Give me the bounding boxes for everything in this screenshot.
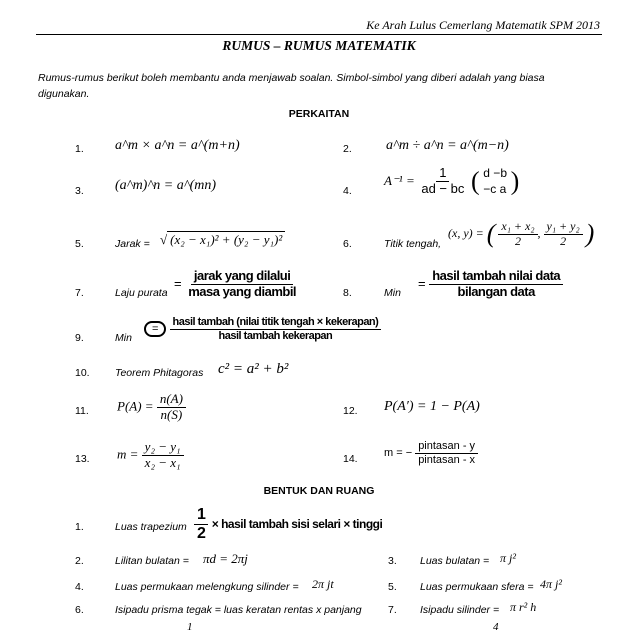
header-banner: Ke Arah Lulus Cemerlang Matematik SPM 2013	[366, 18, 600, 32]
formula-10: c² = a² + b²	[218, 361, 289, 377]
item-number: 14.	[343, 453, 358, 465]
item-number: 7.	[388, 604, 397, 616]
item-number: 5.	[75, 238, 84, 250]
paren-right: )	[510, 166, 520, 196]
trapezium-rest: × hasil tambah sisi selari × tinggi	[211, 517, 383, 532]
formula-3: (a^m)^n = a^(mn)	[115, 178, 217, 193]
item-number: 2.	[75, 555, 84, 567]
formula-6-lhs: (x, y) =	[448, 225, 484, 240]
formula-9	[144, 316, 381, 342]
section-perkaitan: PERKAITAN	[288, 108, 350, 120]
item-number: 9.	[75, 332, 84, 344]
formula-8: = $\frac{\text{hasil tambah nilai data}}{\text{bilangan data}}$	[418, 269, 563, 300]
formula-silinder-permukaan: 2π jt	[312, 577, 334, 591]
label-luas-bulatan: Luas bulatan =	[420, 555, 490, 567]
formula-isipadu-silinder: π r² h	[510, 600, 537, 614]
formula-6-x	[498, 220, 537, 249]
item-number: 11.	[75, 405, 89, 417]
formula-1: a^m × a^n = a^(m+n)	[115, 138, 240, 153]
label-lilitan: Lilitan bulatan =	[115, 555, 189, 567]
item-number: 2.	[343, 143, 352, 155]
formula-trapezium	[194, 506, 382, 544]
formula-4-top: 1	[436, 166, 449, 182]
item-number: 12.	[343, 405, 358, 417]
formula-8-bot: bilangan data	[457, 283, 535, 299]
item-number: 8.	[343, 287, 352, 299]
formula-13	[117, 440, 184, 471]
cutoff-fraction-right: 4	[493, 621, 499, 633]
item-number: 6.	[75, 604, 84, 616]
label-laju-purata: Laju purata	[115, 287, 168, 299]
formula-7-bot: masa yang diambil	[188, 283, 297, 299]
formula-8-top: hasil tambah nilai data	[429, 269, 563, 285]
formula-8-fraction	[429, 269, 563, 300]
formula-4-lhs: A⁻¹ =	[384, 173, 415, 189]
formula-14-lhs: m = −	[384, 447, 413, 460]
formula-5: √ (x₂ − x₁)² + (y₂ − y₁)²	[160, 231, 285, 248]
label-min-2: Min	[115, 332, 132, 344]
formula-13-lhs: m =	[117, 446, 139, 462]
formula-14-fraction	[415, 440, 478, 466]
formula-5-radicand: (x₂ − x₁)² + (y₂ − y₁)²	[167, 231, 285, 248]
half-fraction	[194, 506, 208, 544]
formula-11-top: n(A)	[157, 392, 186, 408]
label-isipadu-silinder: Isipadu silinder =	[420, 604, 500, 616]
formula-11-fraction	[157, 392, 186, 423]
formula-4	[384, 166, 519, 197]
label-jarak: Jarak =	[115, 238, 150, 250]
formula-sfera: 4π j²	[540, 577, 562, 591]
item-number: 7.	[75, 287, 84, 299]
formula-9-fraction	[170, 316, 382, 342]
section-bentuk-ruang: BENTUK DAN RUANG	[263, 485, 375, 497]
item-number: 4.	[75, 581, 84, 593]
item-number: 10.	[75, 367, 90, 379]
matrix-row-1: d −b	[483, 166, 507, 180]
formula-6-y	[544, 220, 583, 249]
item-number: 3.	[388, 555, 397, 567]
label-silinder-permukaan: Luas permukaan melengkung silinder =	[115, 581, 299, 593]
label-pythagoras: Teorem Phitagoras	[115, 367, 204, 379]
formula-7-fraction	[185, 269, 299, 300]
item-number: 13.	[75, 453, 90, 465]
cutoff-fraction-left: 1	[187, 621, 193, 633]
formula-13-bot: x₂ − x₁	[144, 454, 181, 470]
matrix-row-2: −c a	[483, 181, 507, 196]
item-number: 5.	[388, 581, 397, 593]
item-number: 3.	[75, 185, 84, 197]
label-prisma: Isipadu prisma tegak = luas keratan rentas x panjang	[115, 604, 362, 616]
paren-right: )	[585, 219, 595, 248]
formula-6-x-top: x₁ + x₂	[498, 220, 537, 235]
formula-14	[384, 440, 478, 466]
formula-7-top: jarak yang dilalui	[191, 269, 294, 285]
formula-11-bot: n(S)	[160, 406, 183, 422]
formula-13-fraction	[142, 440, 184, 471]
formula-11	[117, 392, 186, 423]
label-sfera: Luas permukaan sfera =	[420, 581, 534, 593]
item-number: 4.	[343, 185, 352, 197]
label-luas-trapezium: Luas trapezium	[115, 521, 187, 533]
formula-12: P(A′) = 1 − P(A)	[384, 399, 480, 414]
formula-6-x-bot: 2	[514, 233, 521, 248]
header-rule	[36, 34, 602, 35]
item-number: 1.	[75, 521, 84, 533]
intro-text: Rumus-rumus berikut boleh membantu anda menjawab soalan. Simbol-simbol yang diberi adalah yang biasa digunakan.	[38, 72, 545, 100]
formula-4-matrix	[483, 166, 507, 197]
half-bot: 2	[197, 525, 206, 543]
paren-left: (	[486, 219, 496, 248]
formula-6-y-bot: 2	[560, 233, 567, 248]
item-number: 6.	[343, 238, 352, 250]
paren-left: (	[471, 166, 480, 196]
formula-7: = $\frac{\text{jarak yang dilalui}}{\text{masa yang diambil}}$	[174, 269, 299, 300]
formula-14-bot: pintasan - x	[418, 453, 476, 466]
equals-oval: =	[144, 321, 166, 337]
label-titik-tengah: Titik tengah,	[384, 238, 442, 250]
formula-4-bot: ad − bc	[421, 181, 465, 197]
formula-13-top: y₂ − y₁	[142, 440, 184, 456]
page-title: RUMUS – RUMUS MATEMATIK	[222, 38, 416, 53]
formula-4-fraction	[418, 166, 467, 197]
item-number: 1.	[75, 143, 84, 155]
formula-11-lhs: P(A) =	[117, 398, 154, 414]
formula-9-bot: hasil tambah kekerapan	[218, 329, 333, 342]
formula-14-top: pintasan - y	[415, 440, 478, 454]
formula-6-y-top: y₁ + y₂	[544, 220, 583, 235]
formula-6: (x, y) = ( $\frac{\text{x₁ + x₂}}{2}$ , $\frac{\text{y₁ + y₂}}{2}$ )	[448, 218, 595, 248]
formula-9-top: hasil tambah (nilai titik tengah × kekerapan)	[170, 316, 382, 330]
formula-lilitan: πd = 2πj	[203, 551, 248, 566]
half-top: 1	[194, 506, 208, 525]
formula-2: a^m ÷ a^n = a^(m−n)	[386, 138, 509, 153]
formula-luas-bulatan: π j²	[500, 551, 516, 565]
label-min: Min	[384, 287, 401, 299]
